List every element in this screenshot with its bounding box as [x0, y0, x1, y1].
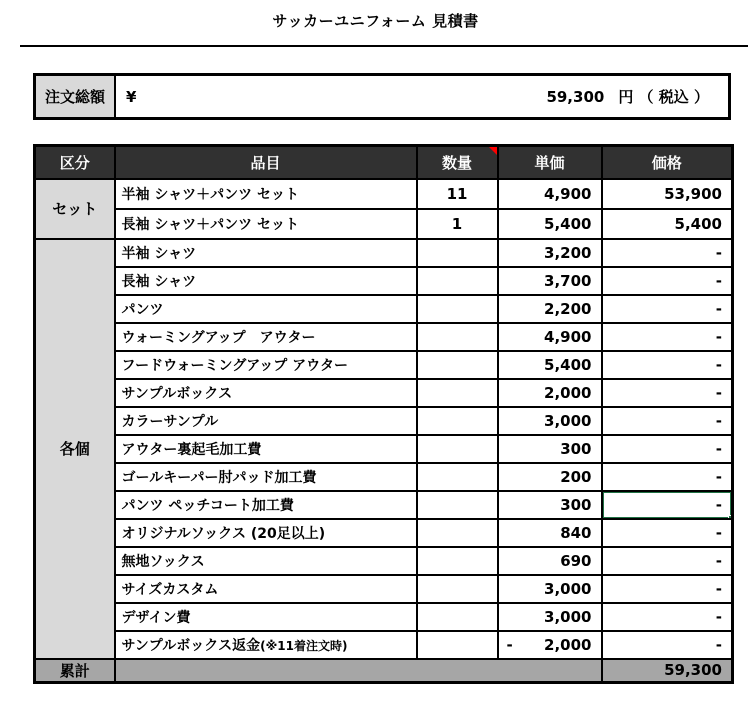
quantity-cell[interactable]: [417, 519, 498, 547]
item-cell[interactable]: オリジナルソックス (20足以上): [115, 519, 417, 547]
order-total-label-cell[interactable]: 注文総額: [36, 76, 116, 117]
unit-price-cell[interactable]: 200: [498, 463, 602, 491]
total-empty-cell[interactable]: [115, 659, 602, 683]
unit-price-cell[interactable]: 3,000: [498, 603, 602, 631]
price-cell[interactable]: -: [602, 435, 733, 463]
quantity-cell[interactable]: 1: [417, 209, 498, 239]
quantity-cell[interactable]: [417, 631, 498, 659]
price-cell[interactable]: -: [602, 631, 733, 659]
category-cell[interactable]: セット: [35, 179, 115, 239]
header-category[interactable]: 区分: [35, 146, 115, 179]
quantity-cell[interactable]: [417, 463, 498, 491]
quantity-cell[interactable]: [417, 491, 498, 519]
table-row: [35, 351, 733, 379]
comment-indicator-icon: [489, 147, 497, 155]
currency-symbol: ¥: [126, 87, 137, 106]
price-cell[interactable]: -: [602, 463, 733, 491]
item-cell[interactable]: 長袖 シャツ＋パンツ セット: [115, 209, 417, 239]
header-item[interactable]: 品目: [115, 146, 417, 179]
table-row: [35, 295, 733, 323]
table-row: [35, 379, 733, 407]
price-cell[interactable]: -: [602, 323, 733, 351]
table-row: [35, 491, 733, 519]
table-row: [35, 603, 733, 631]
order-total-box: [33, 73, 731, 120]
price-cell[interactable]: -: [602, 379, 733, 407]
table-row: [35, 575, 733, 603]
item-cell[interactable]: サイズカスタム: [115, 575, 417, 603]
table-row: [35, 323, 733, 351]
unit-price-cell[interactable]: 2,000: [498, 379, 602, 407]
total-value-cell[interactable]: 59,300: [602, 659, 733, 683]
table-row: [35, 179, 733, 209]
quantity-cell[interactable]: [417, 267, 498, 295]
unit-price-cell[interactable]: 300: [498, 435, 602, 463]
quote-table: [33, 144, 734, 684]
price-cell[interactable]: -: [602, 267, 733, 295]
quantity-cell[interactable]: [417, 379, 498, 407]
quantity-cell[interactable]: [417, 407, 498, 435]
unit-price-cell[interactable]: 840: [498, 519, 602, 547]
table-row: [35, 407, 733, 435]
quote-table-footer: [35, 659, 733, 683]
unit-price-cell[interactable]: 4,900: [498, 323, 602, 351]
price-cell[interactable]: -: [602, 295, 733, 323]
unit-price-cell[interactable]: 3,000: [498, 575, 602, 603]
item-cell[interactable]: 長袖 シャツ: [115, 267, 417, 295]
quantity-cell[interactable]: [417, 351, 498, 379]
order-total-amount-group: [546, 86, 709, 107]
quantity-cell[interactable]: 11: [417, 179, 498, 209]
selected-cell-border: [602, 491, 733, 519]
price-cell[interactable]: -: [602, 603, 733, 631]
item-cell[interactable]: サンプルボックス: [115, 379, 417, 407]
price-cell[interactable]: -: [602, 575, 733, 603]
price-cell[interactable]: -: [602, 491, 733, 519]
minus-sign: -: [506, 635, 513, 654]
price-cell[interactable]: -: [602, 239, 733, 267]
quote-table-wrap: [33, 144, 751, 684]
price-cell[interactable]: -: [602, 547, 733, 575]
item-cell[interactable]: ウォーミングアップ アウター: [115, 323, 417, 351]
quantity-cell[interactable]: [417, 435, 498, 463]
item-cell[interactable]: 無地ソックス: [115, 547, 417, 575]
unit-price-cell[interactable]: 3,000: [498, 407, 602, 435]
table-row: [35, 519, 733, 547]
header-row: [35, 146, 733, 179]
price-cell[interactable]: -: [602, 519, 733, 547]
header-quantity[interactable]: [417, 146, 498, 179]
quote-table-header: [35, 146, 733, 179]
title-underline: [20, 45, 748, 47]
table-row: [35, 547, 733, 575]
unit-price-cell[interactable]: 300: [498, 491, 602, 519]
quote-table-body: [35, 179, 733, 659]
category-cell[interactable]: 各個: [35, 239, 115, 659]
table-row: [35, 239, 733, 267]
item-cell[interactable]: アウター裏起毛加工費: [115, 435, 417, 463]
quantity-cell[interactable]: [417, 547, 498, 575]
header-unit-price[interactable]: 単価: [498, 146, 602, 179]
quantity-cell[interactable]: [417, 575, 498, 603]
unit-price-cell[interactable]: 3,200: [498, 239, 602, 267]
item-cell[interactable]: ゴールキーパー肘パッド加工費: [115, 463, 417, 491]
total-row: [35, 659, 733, 683]
item-cell[interactable]: フードウォーミングアップ アウター: [115, 351, 417, 379]
order-total-unit: 円 （ 税込 ）: [618, 88, 709, 106]
item-cell[interactable]: サンプルボックス返金(※11着注文時): [115, 631, 417, 659]
quantity-cell[interactable]: [417, 239, 498, 267]
item-note: (※11着注文時): [260, 638, 348, 653]
unit-price-value: 2,000: [544, 635, 592, 654]
item-cell[interactable]: デザイン費: [115, 603, 417, 631]
order-total-amount: 59,300: [546, 87, 605, 106]
price-cell[interactable]: -: [602, 407, 733, 435]
table-row: [35, 209, 733, 239]
item-cell[interactable]: 半袖 シャツ: [115, 239, 417, 267]
table-row: [35, 463, 733, 491]
fill-handle[interactable]: [728, 515, 733, 519]
header-price[interactable]: 価格: [602, 146, 733, 179]
unit-price-cell[interactable]: 4,900: [498, 179, 602, 209]
unit-price-cell[interactable]: [498, 631, 602, 659]
unit-price-cell[interactable]: 690: [498, 547, 602, 575]
table-row: [35, 631, 733, 659]
unit-price-cell[interactable]: 3,700: [498, 267, 602, 295]
table-row: [35, 435, 733, 463]
price-cell[interactable]: 5,400: [602, 209, 733, 239]
item-cell[interactable]: パンツ: [115, 295, 417, 323]
total-label-cell[interactable]: 累計: [35, 659, 115, 683]
item-cell[interactable]: 半袖 シャツ＋パンツ セット: [115, 179, 417, 209]
quantity-cell[interactable]: [417, 603, 498, 631]
header-quantity-label: 数量: [441, 153, 472, 172]
price-cell[interactable]: -: [602, 351, 733, 379]
unit-price-cell[interactable]: 5,400: [498, 209, 602, 239]
quantity-cell[interactable]: [417, 295, 498, 323]
order-total-value-cell[interactable]: [116, 76, 728, 117]
price-cell[interactable]: 53,900: [602, 179, 733, 209]
quantity-cell[interactable]: [417, 323, 498, 351]
item-cell[interactable]: パンツ ペッチコート加工費: [115, 491, 417, 519]
table-row: [35, 267, 733, 295]
item-cell[interactable]: カラーサンプル: [115, 407, 417, 435]
unit-price-cell[interactable]: 2,200: [498, 295, 602, 323]
page-title: サッカーユニフォーム 見積書: [272, 12, 479, 30]
unit-price-cell[interactable]: 5,400: [498, 351, 602, 379]
